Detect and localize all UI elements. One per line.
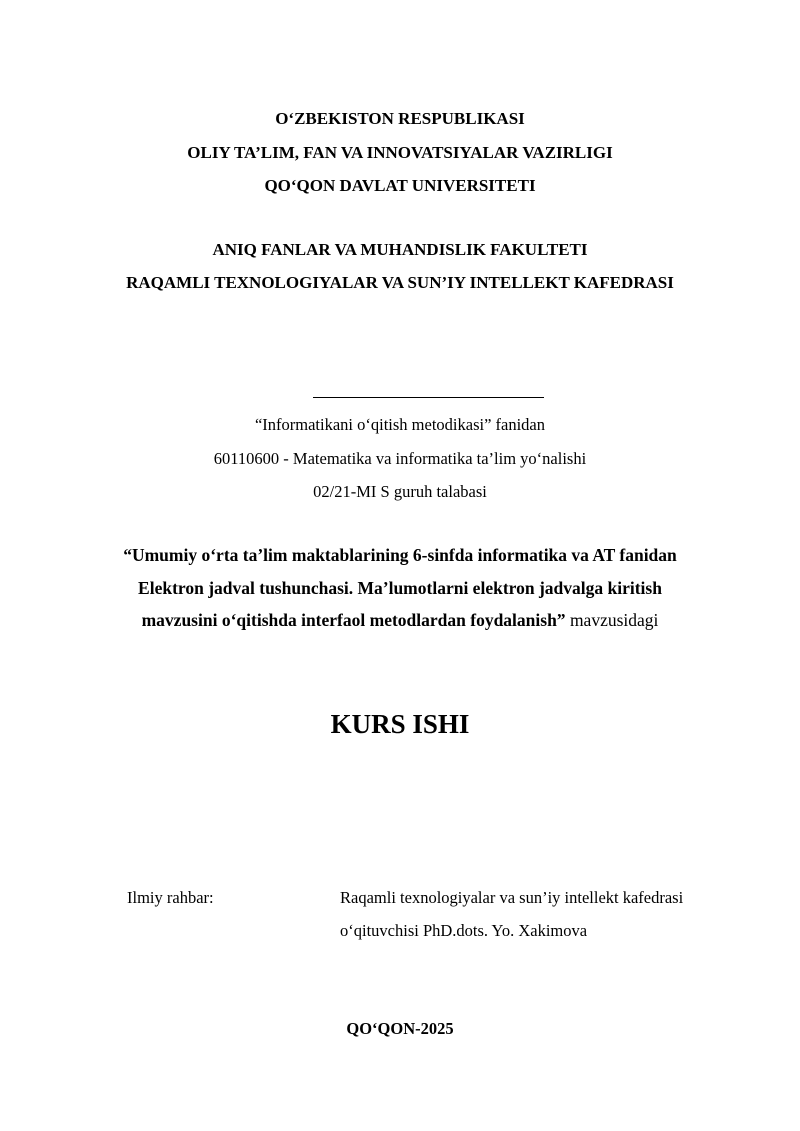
topic-line-2: Elektron jadval tushunchasi. Ma’lumotlarni elektron jadvalga kiritish	[138, 578, 662, 598]
program-line: 60110600 - Matematika va informatika ta’lim yo‘nalishi	[213, 449, 587, 468]
group-line: 02/21-MI S guruh talabasi	[313, 482, 487, 501]
ministry-heading: OLIY TA’LIM, FAN VA INNOVATSIYALAR VAZIRLIGI	[187, 143, 613, 162]
subject-line: “Informatikani o‘qitish metodikasi” fanidan	[254, 415, 546, 434]
place-year: QO‘QON-2025	[346, 1019, 454, 1038]
faculty-heading: ANIQ FANLAR VA MUHANDISLIK FAKULTETI	[212, 240, 588, 259]
country-heading: O‘ZBEKISTON RESPUBLIKASI	[275, 109, 525, 128]
document-type-title: KURS ISHI	[330, 709, 470, 739]
topic-line-3-bold: mavzusini o‘qitishda interfaol metodlardan foydalanish”	[141, 610, 566, 630]
supervisor-line-2: o‘qituvchisi PhD.dots. Yo. Xakimova	[340, 921, 588, 940]
university-heading: QO‘QON DAVLAT UNIVERSITETI	[264, 176, 536, 195]
topic-line-3	[0, 610, 800, 631]
department-heading: RAQAMLI TEXNOLOGIYALAR VA SUN’IY INTELLEKT KAFEDRASI	[126, 273, 674, 292]
topic-line-3-suffix: mavzusidagi	[565, 610, 659, 630]
name-blank-line	[313, 397, 544, 398]
topic-line-1: “Umumiy o‘rta ta’lim maktablarining 6-sinfda informatika va AT fanidan	[123, 545, 677, 565]
supervisor-label: Ilmiy rahbar:	[127, 888, 214, 907]
supervisor-line-1: Raqamli texnologiyalar va sun’iy intellekt kafedrasi	[340, 888, 684, 907]
